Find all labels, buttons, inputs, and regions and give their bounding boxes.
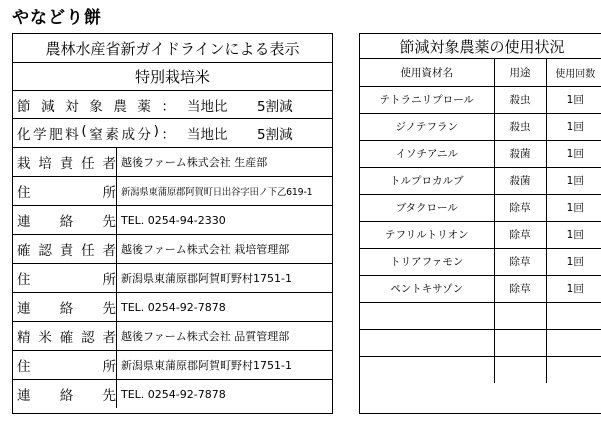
contact-label-char: 絡 bbox=[59, 301, 74, 317]
table-row bbox=[360, 167, 601, 194]
responsible-role-char: 認 bbox=[38, 243, 52, 259]
company-name: 越後ファーム株式会社 栽培管理部 bbox=[121, 243, 290, 256]
spec-key-char: 料 bbox=[65, 127, 79, 143]
spec-key-char: 肥 bbox=[49, 127, 63, 143]
address-value: 新潟県東蒲原郡阿賀町野村1751-1 bbox=[121, 272, 292, 285]
responsible-role-char: 責 bbox=[59, 243, 74, 259]
spec-key-char: 窒 bbox=[89, 127, 103, 143]
spec-row bbox=[13, 90, 332, 118]
pesticide-name: トリアファモン bbox=[360, 248, 494, 275]
spec-key-char: 減 bbox=[41, 98, 55, 115]
pesticide-name: テフリルトリオン bbox=[360, 221, 494, 248]
contact-label-char: 絡 bbox=[59, 388, 74, 404]
responsible-role-char: 確 bbox=[17, 243, 31, 259]
pesticide-count: 1回 bbox=[546, 113, 601, 140]
pesticide-purpose: 除草 bbox=[494, 194, 546, 221]
address-label bbox=[13, 351, 117, 379]
contact-label-char: 連 bbox=[17, 214, 31, 230]
contact-label bbox=[13, 206, 117, 234]
column-header: 使用回数 bbox=[546, 59, 601, 86]
pesticide-name bbox=[360, 329, 494, 356]
spec-key-char: 節 bbox=[17, 98, 31, 115]
info-row bbox=[13, 147, 332, 176]
spec-key-char: 学 bbox=[33, 127, 47, 143]
pesticide-count bbox=[546, 302, 601, 329]
pesticide-purpose bbox=[494, 329, 546, 356]
address-value: 新潟県東蒲原郡阿賀町日出谷字田ノ下乙619-1 bbox=[121, 187, 313, 198]
spec-key-char: 素 bbox=[105, 127, 119, 143]
contact-label-char: 絡 bbox=[59, 214, 74, 230]
pesticide-name: ジノテフラン bbox=[360, 113, 494, 140]
responsible-role-char: 任 bbox=[81, 156, 95, 172]
pesticide-purpose: 殺虫 bbox=[494, 86, 546, 113]
address-label bbox=[13, 177, 117, 205]
table-row bbox=[360, 194, 601, 221]
spec-key-char: 分 bbox=[137, 127, 152, 143]
pesticide-purpose: 除草 bbox=[494, 248, 546, 275]
pesticide-purpose: 殺菌 bbox=[494, 140, 546, 167]
info-row bbox=[13, 263, 332, 292]
pesticide-name: イソチアニル bbox=[360, 140, 494, 167]
spec-key-char: ： bbox=[161, 127, 175, 143]
table-header-row bbox=[360, 59, 601, 86]
product-name-row bbox=[13, 62, 332, 90]
spec-value-reduction: 5割減 bbox=[257, 127, 293, 143]
company-name: 越後ファーム株式会社 生産部 bbox=[121, 156, 268, 169]
pesticide-purpose: 殺虫 bbox=[494, 113, 546, 140]
table-row bbox=[360, 113, 601, 140]
table-row bbox=[360, 302, 601, 329]
contact-label-char: 先 bbox=[102, 388, 116, 404]
contact-label-char: 先 bbox=[102, 214, 116, 230]
tel-value: TEL. 0254-94-2330 bbox=[121, 213, 226, 227]
responsible-role bbox=[13, 235, 117, 263]
address-label bbox=[13, 264, 117, 292]
pesticide-purpose: 除草 bbox=[494, 275, 546, 302]
spec-key-char: 化 bbox=[17, 127, 31, 143]
label-header-text: 農林水産省新ガイドラインによる表示 bbox=[45, 39, 300, 58]
spec-key-char: 対 bbox=[65, 98, 79, 115]
responsible-role-char: 精 bbox=[17, 330, 31, 346]
address-label-char: 所 bbox=[102, 272, 116, 288]
table-row bbox=[360, 248, 601, 275]
contact-label bbox=[13, 380, 117, 408]
responsible-role-char: 者 bbox=[102, 243, 116, 259]
tel-value: TEL. 0254-92-7878 bbox=[121, 300, 226, 314]
contact-label-char: 連 bbox=[17, 388, 31, 404]
info-row bbox=[13, 234, 332, 263]
info-row bbox=[13, 379, 332, 408]
brand-title: やなどり餅 bbox=[12, 8, 102, 28]
pesticide-purpose bbox=[494, 302, 546, 329]
spec-key bbox=[17, 123, 187, 143]
address-value: 新潟県東蒲原郡阿賀町野村1751-1 bbox=[121, 359, 292, 372]
responsible-role-char: 確 bbox=[59, 330, 74, 346]
label-header bbox=[13, 34, 332, 62]
spec-key-char: ) bbox=[153, 123, 159, 139]
address-label-char: 住 bbox=[17, 185, 31, 201]
address-label-char: 所 bbox=[102, 185, 116, 201]
pesticide-name: ペントキサゾン bbox=[360, 275, 494, 302]
spec-value-reduction: 5割減 bbox=[257, 98, 293, 115]
spec-row bbox=[13, 118, 332, 147]
pesticide-name bbox=[360, 302, 494, 329]
pesticide-purpose: 殺菌 bbox=[494, 167, 546, 194]
spec-value-basis: 当地比 bbox=[187, 127, 228, 143]
pesticide-count: 1回 bbox=[546, 221, 601, 248]
pesticide-count bbox=[546, 329, 601, 356]
column-header: 使用資材名 bbox=[400, 66, 453, 79]
address-label-char: 住 bbox=[17, 272, 31, 288]
pesticide-count: 1回 bbox=[546, 194, 601, 221]
spec-key-char: 農 bbox=[113, 98, 127, 115]
pesticide-purpose: 除草 bbox=[494, 221, 546, 248]
product-name: 特別栽培米 bbox=[134, 68, 210, 86]
table-row bbox=[360, 275, 601, 302]
pesticide-usage-title: 節減対象農薬の使用状況 bbox=[360, 34, 601, 59]
pesticide-count: 1回 bbox=[546, 275, 601, 302]
address-label-char: 所 bbox=[102, 359, 116, 375]
responsible-role-char: 米 bbox=[38, 330, 52, 346]
cultivation-label-panel bbox=[12, 33, 333, 414]
contact-label-char: 連 bbox=[17, 301, 31, 317]
table-row bbox=[360, 140, 601, 167]
table-row bbox=[360, 221, 601, 248]
spec-key-char: 象 bbox=[89, 98, 103, 115]
responsible-role-char: 者 bbox=[102, 156, 116, 172]
pesticide-name bbox=[360, 356, 494, 383]
info-row bbox=[13, 292, 332, 321]
responsible-role-char: 栽 bbox=[17, 156, 31, 172]
responsible-role-char: 責 bbox=[59, 156, 74, 172]
spec-key-char: ( bbox=[81, 123, 87, 139]
pesticide-count: 1回 bbox=[546, 86, 601, 113]
table-row bbox=[360, 86, 601, 113]
pesticide-count: 1回 bbox=[546, 248, 601, 275]
pesticide-purpose bbox=[494, 356, 546, 383]
pesticide-usage-table bbox=[360, 59, 601, 383]
responsible-role-char: 認 bbox=[81, 330, 95, 346]
pesticide-usage-panel bbox=[359, 33, 601, 414]
spec-key-char: ： bbox=[161, 98, 175, 115]
contact-label bbox=[13, 293, 117, 321]
pesticide-count: 1回 bbox=[546, 167, 601, 194]
tel-value: TEL. 0254-92-7878 bbox=[121, 387, 226, 401]
pesticide-name: トルプロカルブ bbox=[360, 167, 494, 194]
responsible-role-char: 培 bbox=[38, 156, 52, 172]
pesticide-name: ブタクロール bbox=[360, 194, 494, 221]
responsible-role bbox=[13, 148, 117, 176]
info-row bbox=[13, 176, 332, 205]
spec-value-basis: 当地比 bbox=[187, 98, 228, 115]
company-name: 越後ファーム株式会社 品質管理部 bbox=[121, 330, 290, 343]
info-row bbox=[13, 350, 332, 379]
info-row bbox=[13, 205, 332, 234]
pesticide-name: テトラニリプロール bbox=[360, 86, 494, 113]
responsible-role-char: 者 bbox=[102, 330, 116, 346]
contact-label-char: 先 bbox=[102, 301, 116, 317]
table-row bbox=[360, 356, 601, 383]
spec-key-char: 成 bbox=[121, 127, 135, 143]
spec-key bbox=[17, 95, 187, 115]
info-row bbox=[13, 321, 332, 350]
responsible-role-char: 任 bbox=[81, 243, 95, 259]
pesticide-count bbox=[546, 356, 601, 383]
column-header: 用途 bbox=[494, 59, 546, 86]
responsible-role bbox=[13, 322, 117, 350]
spec-key-char: 薬 bbox=[137, 98, 151, 115]
table-row bbox=[360, 329, 601, 356]
address-label-char: 住 bbox=[17, 359, 31, 375]
pesticide-count: 1回 bbox=[546, 140, 601, 167]
